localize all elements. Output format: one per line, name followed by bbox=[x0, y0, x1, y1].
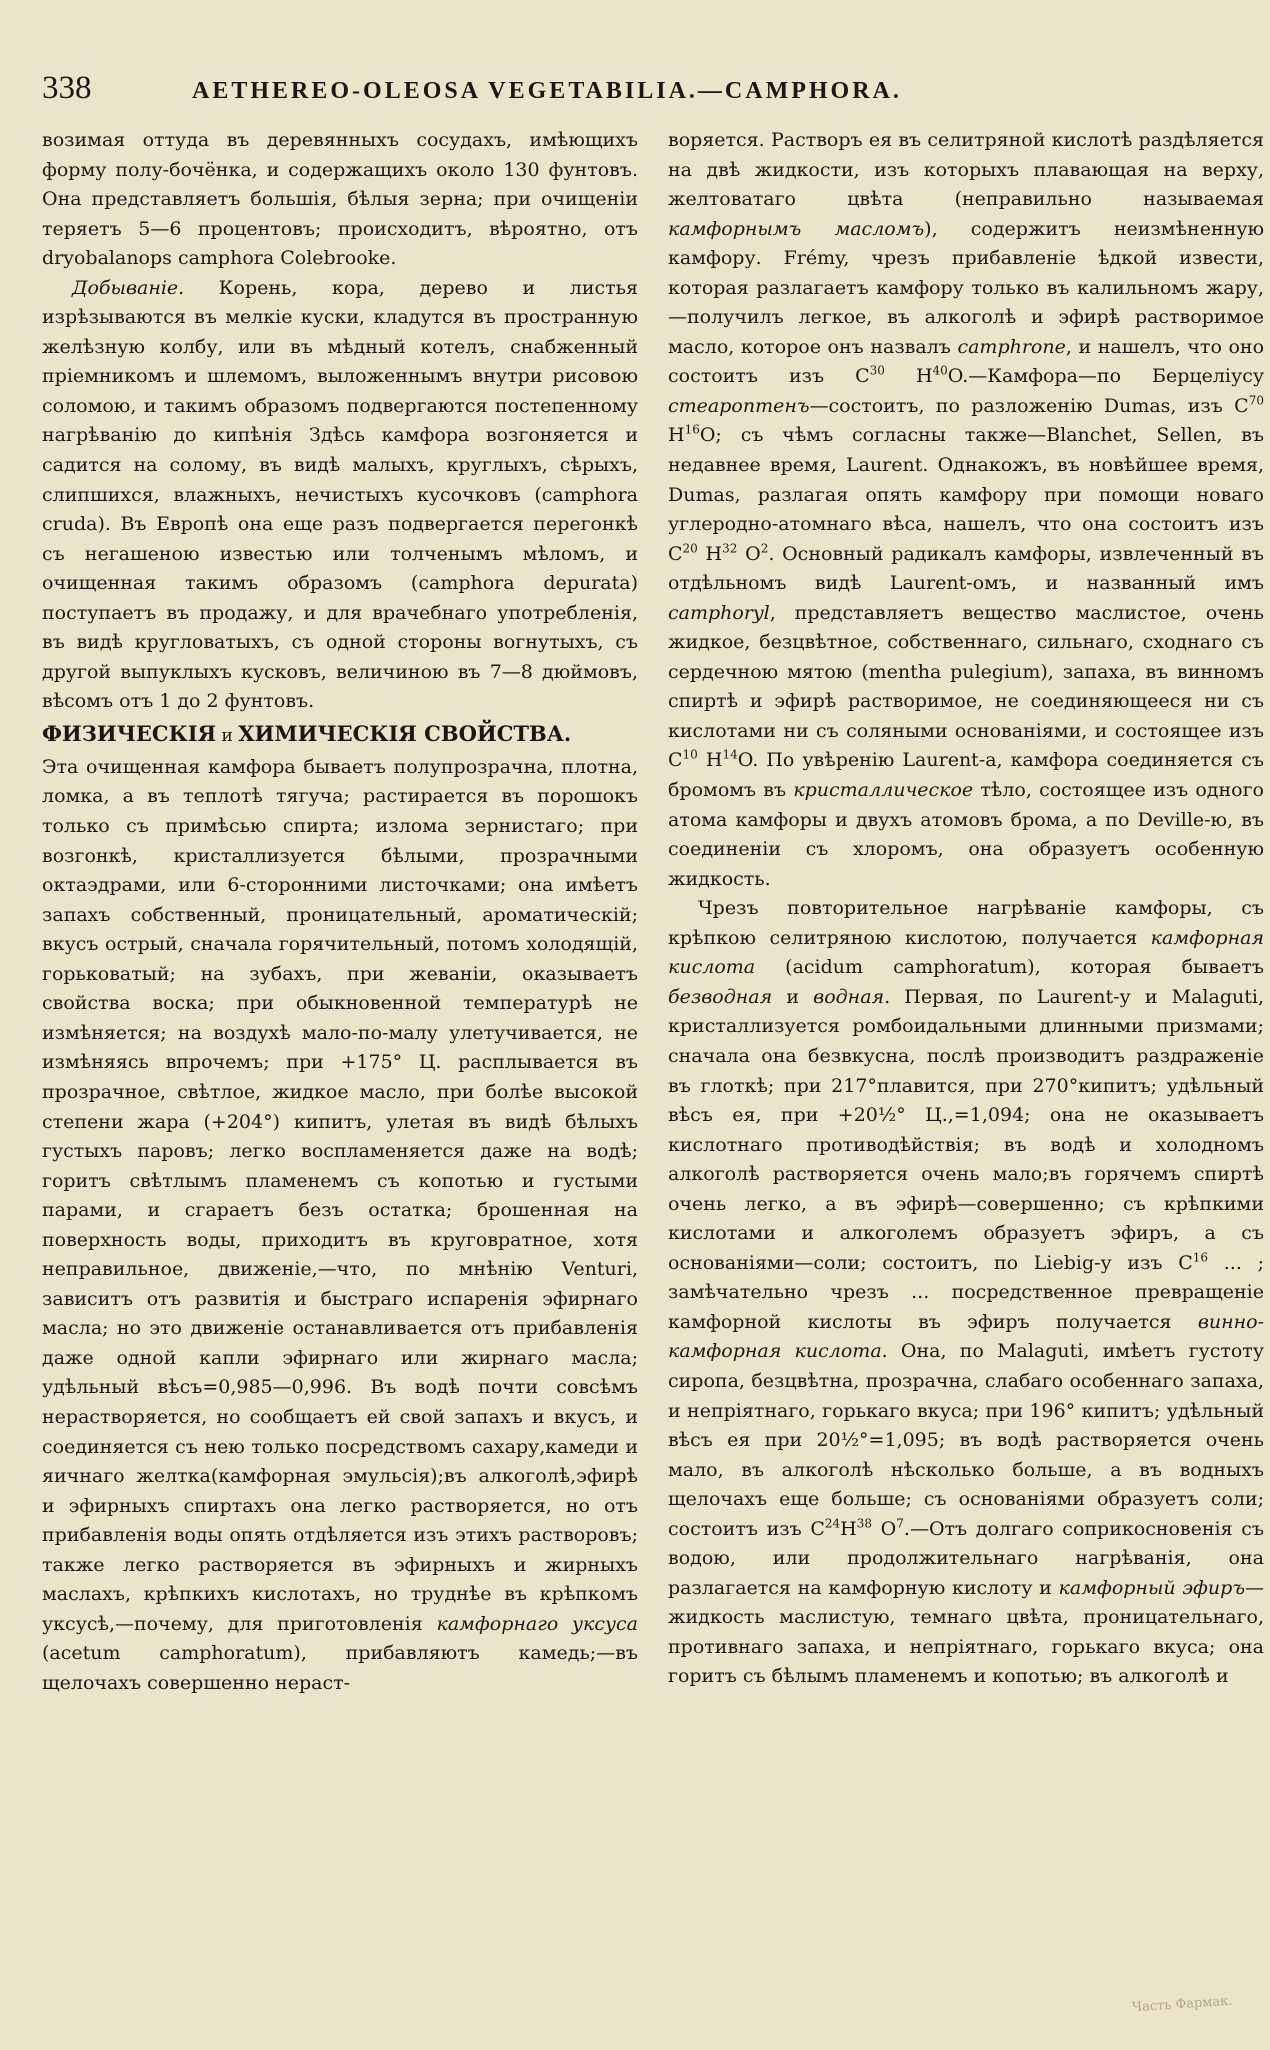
section-heading: ФИЗИЧЕСКІЯ и ХИМИЧЕСКІЯ СВОЙСТВА. bbox=[42, 720, 572, 746]
term: камфорнаго уксуса bbox=[436, 1612, 638, 1635]
right-column bbox=[668, 126, 1264, 1698]
library-stamp: Часть Фармак. bbox=[1131, 1993, 1233, 2016]
term: Добываніе. bbox=[72, 276, 185, 299]
paragraph: возимая оттуда въ деревянныхъ сосудахъ, имѣющихъ форму полу-бочёнка, и содержащихъ около 130 фунтовъ. Она представляетъ большія, бѣлыя зерна; при очищеніи теряетъ 5—6 процентовъ; происходитъ, вѣроятно, отъ dryobalanops camphora Colebrooke. bbox=[42, 129, 638, 270]
term: камфорная кислота bbox=[668, 926, 1264, 979]
running-head bbox=[42, 70, 1264, 118]
term: кристаллическое bbox=[793, 779, 974, 802]
header-title: AETHEREO-OLEOSA VEGETABILIA.—CAMPHORA. bbox=[192, 78, 902, 104]
term: винно-камфорная кислота bbox=[668, 1310, 1264, 1363]
term: водная bbox=[813, 985, 885, 1008]
term: стеароптенъ bbox=[668, 394, 810, 417]
term: камфорнымъ масломъ bbox=[668, 217, 925, 240]
text-columns bbox=[42, 126, 1264, 1698]
term: camphrone bbox=[957, 335, 1066, 358]
paragraph: Добываніе. Корень, кора, дерево и листья изрѣзываются въ мелкіе куски, кладутся въ пространную желѣзную колбу, или въ мѣдный котелъ, снабженный пріемникомъ и шлемомъ, выложеннымъ внутри рисовою соломою, и такимъ образомъ подвергаются постепенному нагрѣванію до кипѣнія Здѣсь камфора возгоняется и садится на солому, въ видѣ малыхъ, круглыхъ, сѣрыхъ, слипшихся, влажныхъ, нечистыхъ кусочковъ (camphora cruda). Въ Европѣ она еще разъ подвергается перегонкѣ съ негашеною известью или толченымъ мѣломъ, и очищенная такимъ образомъ (camphora depurata) поступаетъ въ продажу, и для врачебнаго употребленія, въ видѣ кругловатыхъ, съ одной стороны вогнутыхъ, съ другой выпуклыхъ кусковъ, величиною въ 7—8 дюймовъ, вѣсомъ отъ 1 до 2 фунтовъ. bbox=[42, 276, 638, 713]
term: camphoryl bbox=[668, 601, 770, 624]
page-number: 338 bbox=[42, 70, 92, 106]
left-column bbox=[42, 126, 638, 1698]
paragraph: воряется. Растворъ ея въ селитряной кислотѣ раздѣляется на двѣ жидкости, изъ которыхъ плавающая на верху, желтоватаго цвѣта (неправильно называемая камфорнымъ масломъ), содержитъ неизмѣненную камфору. Frémy, чрезъ прибавленіе ѣдкой извести, которая разлагаетъ камфору только въ калильномъ жару,—получилъ легкое, въ алкоголѣ и эфирѣ растворимое масло, которое онъ назвалъ camphrone, и нашелъ, что оно состоитъ изъ $C^{30}$ $H^{40}O.—Камфора—по$ Берцеліусу стеароптенъ—состоитъ, по разложенію Dumas, изъ $C^{70}$ $H^{16}O$; съ чѣмъ согласны также—Blanchet, Sellen, въ недавнее время, Laurent. Однакожъ, въ новѣйшее время, Dumas, разлагая опять камфору при помощи новаго углеродно-атомнаго вѣса, нашелъ, что она состоитъ изъ $C^{20}$ $H^{32}$ $O^2$. Основный радикалъ камфоры, извлеченный въ отдѣльномъ видѣ Laurent-омъ, и названный имъ camphoryl, представляетъ вещество маслистое, очень жидкое, безцвѣтное, собственнаго, сильнаго, сходнаго съ сердечною мятою (mentha pulegium), запаха, въ винномъ спиртѣ и эфирѣ растворимое, не соединяющееся ни съ кислотами ни съ соляными основаніями, и состоящее изъ $C^{10}$ $H^{14}O$. По увѣренію Laurent-а, камфора соединяется съ бромомъ въ кристаллическое тѣло, состоящее изъ одного атома камфоры и двухъ атомовъ брома, а по Deville-ю, въ соединеніи съ хлоромъ, она образуетъ особенную жидкость. bbox=[668, 129, 1265, 890]
term: безводная bbox=[668, 985, 773, 1008]
term: камфорный эфиръ bbox=[1058, 1576, 1245, 1599]
paragraph: Чрезъ повторительное нагрѣваніе камфоры, съ крѣпкою селитряною кислотою, получается камфорная кислота (acidum camphoratum), которая бываетъ безводная и водная. Первая, по Laurent-у и Malaguti, кристаллизуется ромбоидальными длинными призмами; сначала она безвкусна, послѣ производитъ раздраженіе въ глоткѣ; при 217°плавится, при 270°кипитъ; удѣльный вѣсъ ея, при +20½° Ц.,=1,094; она не оказываетъ кислотнаго противодѣйствія; въ водѣ и холодномъ алкоголѣ растворяется очень мало;въ горячемъ спиртѣ очень легко, а въ эфирѣ—совершенно; съ крѣпкими кислотами и алкоголемъ образуетъ эфиръ, а съ основаніями—соли; состоитъ, по Liebig-у изъ $C^{16}$ ... ; замѣчательно чрезъ ... посредственное превращеніе камфорной кислоты въ эфиръ получается винно-камфорная кислота. Она, по Malaguti, имѣетъ густоту сиропа, безцвѣтна, прозрачна, слабаго особеннаго запаха, и непріятнаго, горькаго вкуса; при 196° кипитъ; удѣльный вѣсъ ея при 20½°=1,095; въ водѣ растворяется очень мало, въ алкоголѣ нѣсколько больше, а въ водныхъ щелочахъ еще больше; съ основаніями образуетъ соли; состоитъ изъ $C^{24}H^{38}$ $O^7.—Отъ$ долгаго соприкосновенія съ водою, или продолжительнаго нагрѣванія, она разлагается на камфорную кислоту и камфорный эфиръ—жидкость маслистую, темнаго цвѣта, проницательнаго, противнаго запаха, и непріятнаго, горькаго вкуса; она горитъ съ бѣлымъ пламенемъ и копотью; въ алкоголѣ и bbox=[668, 897, 1264, 1688]
paragraph: Эта очищенная камфора бываетъ полупрозрачна, плотна, ломка, а въ теплотѣ тягуча; растирается въ порошокъ только съ примѣсью спирта; излома зернистаго; при возгонкѣ, кристаллизуется бѣлыми, прозрачными октаэдрами, или 6-сторонними листочками; она имѣетъ запахъ собственный, проницательный, ароматическій; вкусъ острый, сначала горячительный, потомъ холодящій, горьковатый; на зубахъ, при жеваніи, оказываетъ свойства воска; при обыкновенной температурѣ не измѣняется; на воздухѣ мало-по-малу улетучивается, не измѣняясь впрочемъ; при +175° Ц. расплывается въ прозрачное, свѣтлое, жидкое масло, при болѣе высокой степени жара (+204°) кипитъ, улетая въ видѣ бѣлыхъ густыхъ паровъ; легко воспламеняется даже на водѣ; горитъ свѣтлымъ пламенемъ съ копотью и густыми парами, и сгараетъ безъ остатка; брошенная на поверхность воды, приходитъ въ круговратное, хотя неправильное, движеніе,—что, по мнѣнію Venturi, зависитъ отъ развитія и быстраго испаренія эфирнаго масла; но это движеніе останавливается отъ прибавленія даже одной капли эфирнаго или жирнаго масла; удѣльный вѣсъ=0,985—0,996. Въ водѣ почти совсѣмъ нерастворяется, но сообщаетъ ей свой запахъ и вкусъ, и соединяется съ нею только посредствомъ сахару,камеди и яичнаго желтка(камфорная эмульсія);въ алкоголѣ,эфирѣ и эфирныхъ спиртахъ она легко растворяется, но отъ прибавленія воды опять отдѣляется изъ этихъ растворовъ; также легко растворяется въ эфирныхъ и жирныхъ маслахъ, крѣпкихъ кислотахъ, но труднѣе въ крѣпкомъ уксусѣ,—почему, для приготовленія камфорнаго уксуса (acetum camphoratum), прибавляютъ камедь;—въ щелочахъ совершенно нераст- bbox=[42, 755, 638, 1694]
